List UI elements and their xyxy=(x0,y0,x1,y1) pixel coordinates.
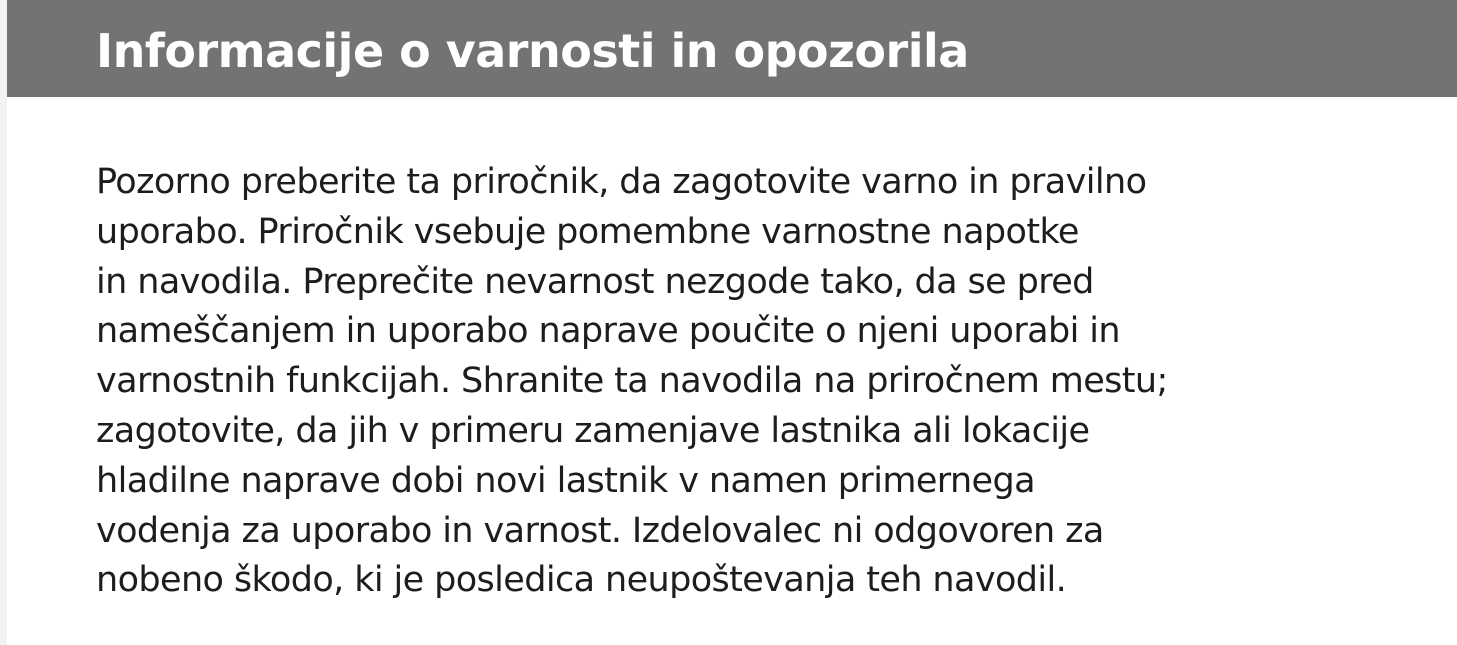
paragraph-line: uporabo. Priročnik vsebuje pomembne varnostne napotke xyxy=(96,211,1079,252)
safety-paragraph xyxy=(96,158,1168,606)
paragraph-line: vodenja za uporabo in varnost. Izdelovalec ni odgovoren za xyxy=(96,510,1104,551)
paragraph-line: nobeno škodo, ki je posledica neupoštevanja teh navodil. xyxy=(96,560,1067,601)
paragraph-line: hladilne naprave dobi novi lastnik v namen primernega xyxy=(96,460,1035,501)
paragraph-line: in navodila. Preprečite nevarnost nezgode tako, da se pred xyxy=(96,261,1094,302)
paragraph-line: zagotovite, da jih v primeru zamenjave lastnika ali lokacije xyxy=(96,410,1090,451)
paragraph-line: varnostnih funkcijah. Shranite ta navodila na priročnem mestu; xyxy=(96,361,1168,402)
page-left-edge xyxy=(0,0,7,645)
section-title: Informacije o varnosti in opozorila xyxy=(96,24,969,78)
paragraph-line: Pozorno preberite ta priročnik, da zagotovite varno in pravilno xyxy=(96,162,1147,202)
paragraph-line: nameščanjem in uporabo naprave poučite o njeni uporabi in xyxy=(96,311,1120,352)
